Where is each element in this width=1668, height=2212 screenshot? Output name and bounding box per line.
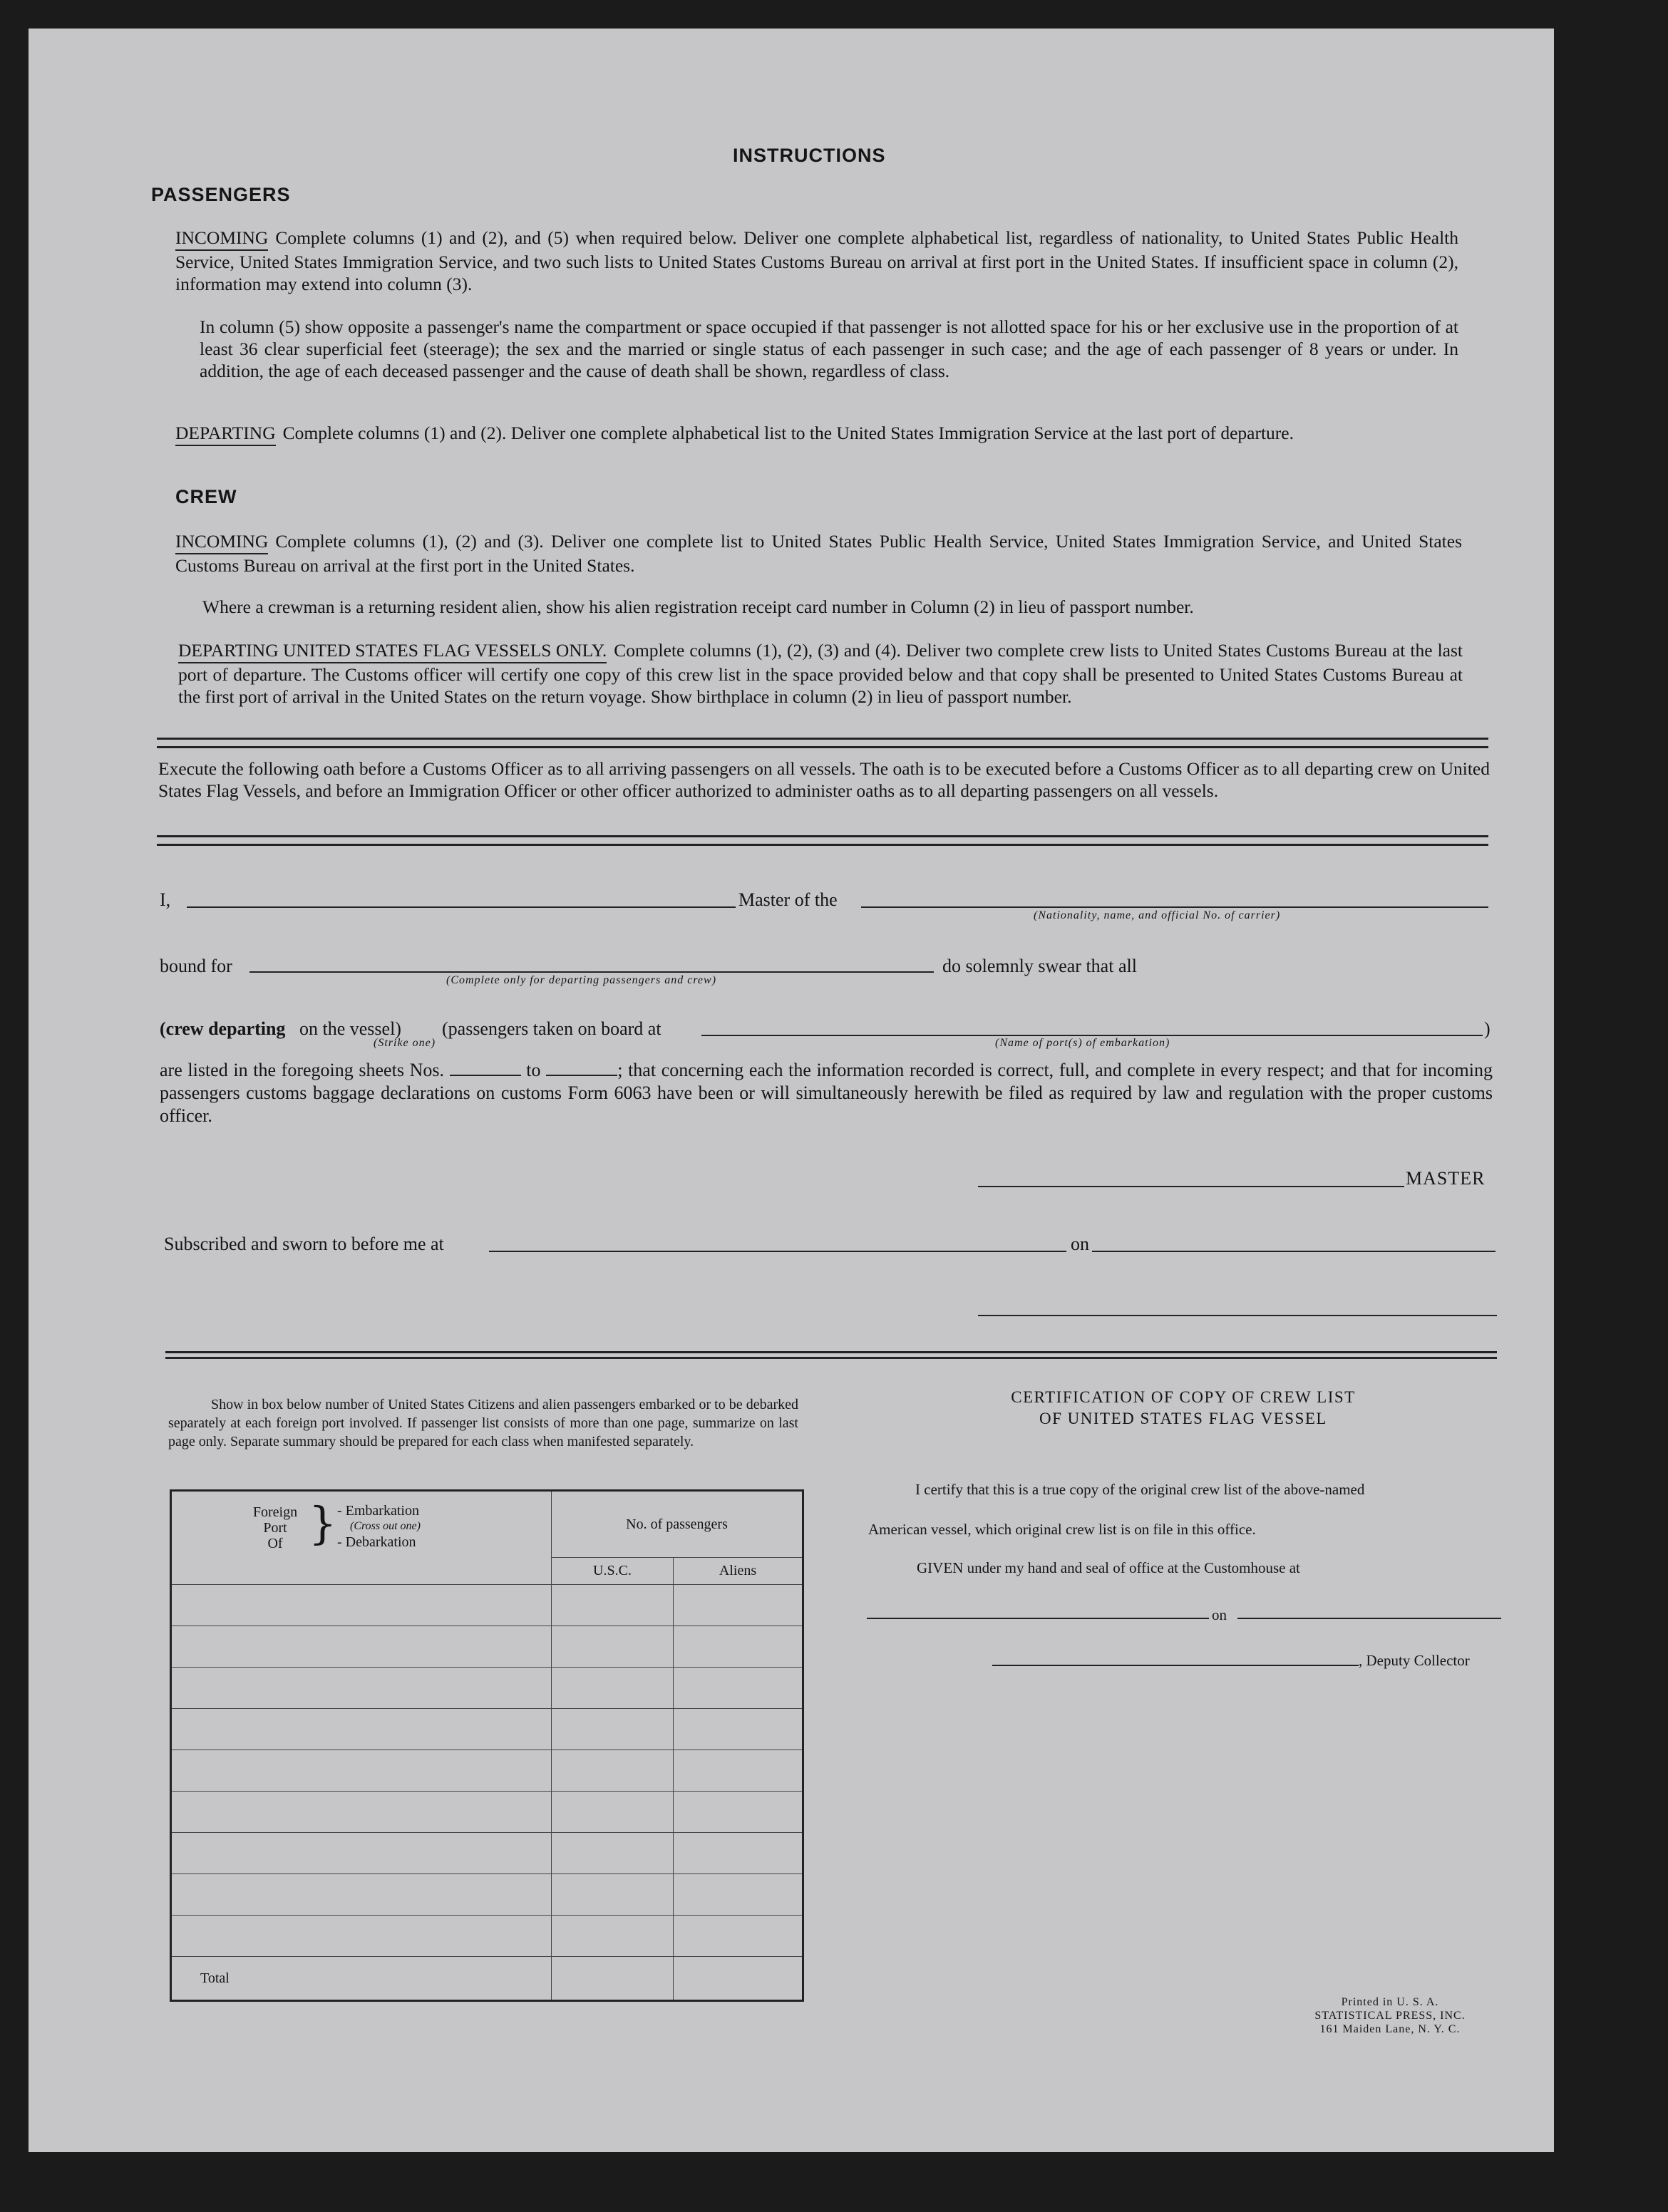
page-title: INSTRUCTIONS <box>733 145 886 166</box>
aliens-cell[interactable] <box>674 1585 803 1626</box>
oath-master-of-the: Master of the <box>738 889 838 910</box>
usc-header: U.S.C. <box>552 1558 674 1585</box>
port-label: Port <box>263 1520 287 1536</box>
of-label: Of <box>267 1536 283 1551</box>
embarkation-port-field[interactable] <box>701 1035 1483 1036</box>
passenger-summary-table <box>170 1489 804 2002</box>
embarkation-label: - Embarkation <box>337 1503 419 1519</box>
master-name-field[interactable] <box>187 906 736 908</box>
double-rule-top <box>157 738 1488 748</box>
usc-cell[interactable] <box>552 1709 674 1750</box>
double-rule-bottom <box>165 1351 1497 1359</box>
port-cell[interactable] <box>171 1750 552 1792</box>
total-usc-cell[interactable] <box>552 1957 674 2001</box>
summary-instructions: Show in box below number of United States Citizens and alien passengers embarked or to be debarked separately at each foreign port involved. If passenger list consists of more than one page, summarize on last page only. Separate summary should be prepared for each class when manifested separately. <box>168 1397 798 1449</box>
cross-out-caption: (Cross out one) <box>350 1520 421 1532</box>
passengers-incoming-text: Complete columns (1) and (2), and (5) when required below. Deliver one complete alphabetical list, regardless of nationality, to United States Public Health Service, United States Immigration Service, and two such lists to United States Customs Bureau on arrival at first port in the United States. If insufficient space in column (2), information may extend into column (3). <box>175 227 1458 294</box>
certification-heading <box>948 1387 1419 1430</box>
sheet-to-field[interactable] <box>546 1062 617 1076</box>
customhouse-field[interactable] <box>867 1618 1209 1619</box>
passengers-column5-paragraph: In column (5) show opposite a passenger's name the compartment or space occupied if that passenger is not allotted space for his or her exclusive use in the proportion of at least 36 clear superficial feet (steerage); the sex and the married or single status of each passenger in such case; and the age of each passenger of 8 years or under. In addition, the age of each deceased passenger and the cause of death shall be shown, regardless of class. <box>200 316 1458 381</box>
passengers-departing-paragraph <box>175 422 1458 446</box>
crew-heading: CREW <box>175 486 237 507</box>
imprint-line3: 161 Maiden Lane, N. Y. C. <box>1319 2023 1461 2035</box>
double-rule-middle <box>157 835 1488 846</box>
crew-departing-paragraph <box>178 639 1463 708</box>
oath-to: to <box>526 1060 541 1080</box>
crew-incoming-paragraph <box>175 530 1462 577</box>
aliens-cell[interactable] <box>674 1709 803 1750</box>
passengers-incoming-paragraph <box>175 227 1458 295</box>
oath-listed-paragraph <box>160 1059 1493 1127</box>
usc-cell[interactable] <box>552 1585 674 1626</box>
usc-cell[interactable] <box>552 1833 674 1874</box>
debarkation-label: - Debarkation <box>337 1534 416 1550</box>
crew-incoming-label: INCOMING <box>175 530 268 554</box>
oath-on-vessel: on the vessel) <box>299 1018 401 1039</box>
oath-on: on <box>1071 1234 1089 1254</box>
oath-passengers-taken: (passengers taken on board at <box>442 1018 661 1039</box>
certify-line-2: American vessel, which original crew list is on file in this office. <box>868 1521 1256 1538</box>
deputy-collector-signature-field[interactable] <box>992 1665 1359 1666</box>
crew-departing-label: DEPARTING UNITED STATES FLAG VESSELS ONLY. <box>178 639 607 663</box>
printer-imprint <box>1283 1995 1497 2036</box>
aliens-header: Aliens <box>674 1558 803 1585</box>
port-cell[interactable] <box>171 1709 552 1750</box>
crew-resident-paragraph: Where a crewman is a returning resident alien, show his alien registration receipt card number in Column (2) in lieu of passport number. <box>202 596 1194 617</box>
oath-crew-departing: (crew departing <box>160 1018 286 1039</box>
oath-swear: do solemnly swear that all <box>942 956 1137 976</box>
certification-heading-line1: CERTIFICATION OF COPY OF CREW LIST <box>1011 1388 1356 1406</box>
aliens-cell[interactable] <box>674 1626 803 1668</box>
certify-line-1: I certify that this is a true copy of the original crew list of the above-named <box>915 1481 1365 1498</box>
passengers-heading: PASSENGERS <box>151 184 291 205</box>
port-cell[interactable] <box>171 1916 552 1957</box>
nationality-caption: (Nationality, name, and official No. of carrier) <box>1034 909 1281 921</box>
imprint-line1: Printed in U. S. A. <box>1341 1996 1439 2008</box>
passengers-departing-text: Complete columns (1) and (2). Deliver one complete alphabetical list to the United States Immigration Service at the last port of departure. <box>282 423 1294 443</box>
crew-incoming-text: Complete columns (1), (2) and (3). Deliver one complete list to United States Public Health Service, United States Immigration Service, and United States Customs Bureau on arrival at the first port in the United States. <box>175 531 1462 576</box>
port-caption: (Name of port(s) of embarkation) <box>995 1037 1170 1049</box>
bound-for-caption: (Complete only for departing passengers and crew) <box>446 974 717 986</box>
passengers-incoming-label: INCOMING <box>175 227 268 251</box>
aliens-cell[interactable] <box>674 1750 803 1792</box>
usc-cell[interactable] <box>552 1874 674 1916</box>
usc-cell[interactable] <box>552 1916 674 1957</box>
certification-heading-line2: OF UNITED STATES FLAG VESSEL <box>1039 1410 1327 1427</box>
total-aliens-cell[interactable] <box>674 1957 803 2001</box>
imprint-line2: STATISTICAL PRESS, INC. <box>1314 2010 1466 2022</box>
officer-signature-field[interactable] <box>978 1315 1497 1316</box>
aliens-cell[interactable] <box>674 1668 803 1709</box>
deputy-collector-label: , Deputy Collector <box>1359 1652 1470 1669</box>
total-cell: Total <box>171 1957 552 2001</box>
usc-cell[interactable] <box>552 1626 674 1668</box>
aliens-cell[interactable] <box>674 1792 803 1833</box>
port-cell[interactable] <box>171 1833 552 1874</box>
aliens-cell[interactable] <box>674 1833 803 1874</box>
oath-i: I, <box>160 889 171 910</box>
certification-date-field[interactable] <box>1237 1618 1501 1619</box>
port-cell[interactable] <box>171 1668 552 1709</box>
given-line: GIVEN under my hand and seal of office at the Customhouse at <box>917 1559 1300 1576</box>
aliens-cell[interactable] <box>674 1916 803 1957</box>
passengers-departing-label: DEPARTING <box>175 422 276 446</box>
brace-mark: } <box>309 1497 337 1549</box>
certification-on: on <box>1212 1606 1227 1623</box>
oath-master-label: MASTER <box>1406 1168 1486 1189</box>
sworn-place-field[interactable] <box>489 1251 1066 1252</box>
oath-listed-1: are listed in the foregoing sheets Nos. <box>160 1060 444 1080</box>
usc-cell[interactable] <box>552 1792 674 1833</box>
strike-one-caption: (Strike one) <box>374 1037 436 1049</box>
foreign-port-header <box>171 1491 552 1585</box>
sworn-date-field[interactable] <box>1092 1251 1495 1252</box>
sheet-from-field[interactable] <box>450 1062 521 1076</box>
carrier-field[interactable] <box>861 906 1488 908</box>
crew-departing-text: Complete columns (1), (2), (3) and (4). Deliver two complete crew lists to United States Customs Bureau at the last port of departure. The Customs officer will certify one copy of this crew list in the space provided below and that copy shall be presented to United States Customs Bureau at the first port of arrival in the United States on the return voyage. Show birthplace in column (2) in lieu of passport number. <box>178 640 1463 707</box>
port-cell[interactable] <box>171 1626 552 1668</box>
no-of-passengers-header: No. of passengers <box>552 1491 803 1558</box>
oath-close-paren: ) <box>1484 1018 1491 1039</box>
oath-subscribed: Subscribed and sworn to before me at <box>164 1234 444 1254</box>
master-signature-field[interactable] <box>978 1186 1404 1187</box>
oath-bound-for: bound for <box>160 956 232 976</box>
execute-oath-note: Execute the following oath before a Customs Officer as to all arriving passengers on all vessels. The oath is to be executed before a Customs Officer as to all departing crew on United States Flag Vessels, and before an Immigration Officer or other officer authorized to administer oaths as to all departing passengers on all vessels. <box>158 758 1490 801</box>
aliens-cell[interactable] <box>674 1874 803 1916</box>
port-cell[interactable] <box>171 1585 552 1626</box>
bound-for-field[interactable] <box>249 971 934 973</box>
port-cell[interactable] <box>171 1874 552 1916</box>
oath-listed-2: ; that concerning each the information recorded is correct, full, and complete in every respect; and that for incoming passengers customs baggage declarations on customs Form 6063 have been or will simultaneously herewith be filed as required by law and regulation with the proper customs officer. <box>160 1060 1493 1126</box>
usc-cell[interactable] <box>552 1750 674 1792</box>
port-cell[interactable] <box>171 1792 552 1833</box>
foreign-label: Foreign <box>252 1504 298 1520</box>
usc-cell[interactable] <box>552 1668 674 1709</box>
